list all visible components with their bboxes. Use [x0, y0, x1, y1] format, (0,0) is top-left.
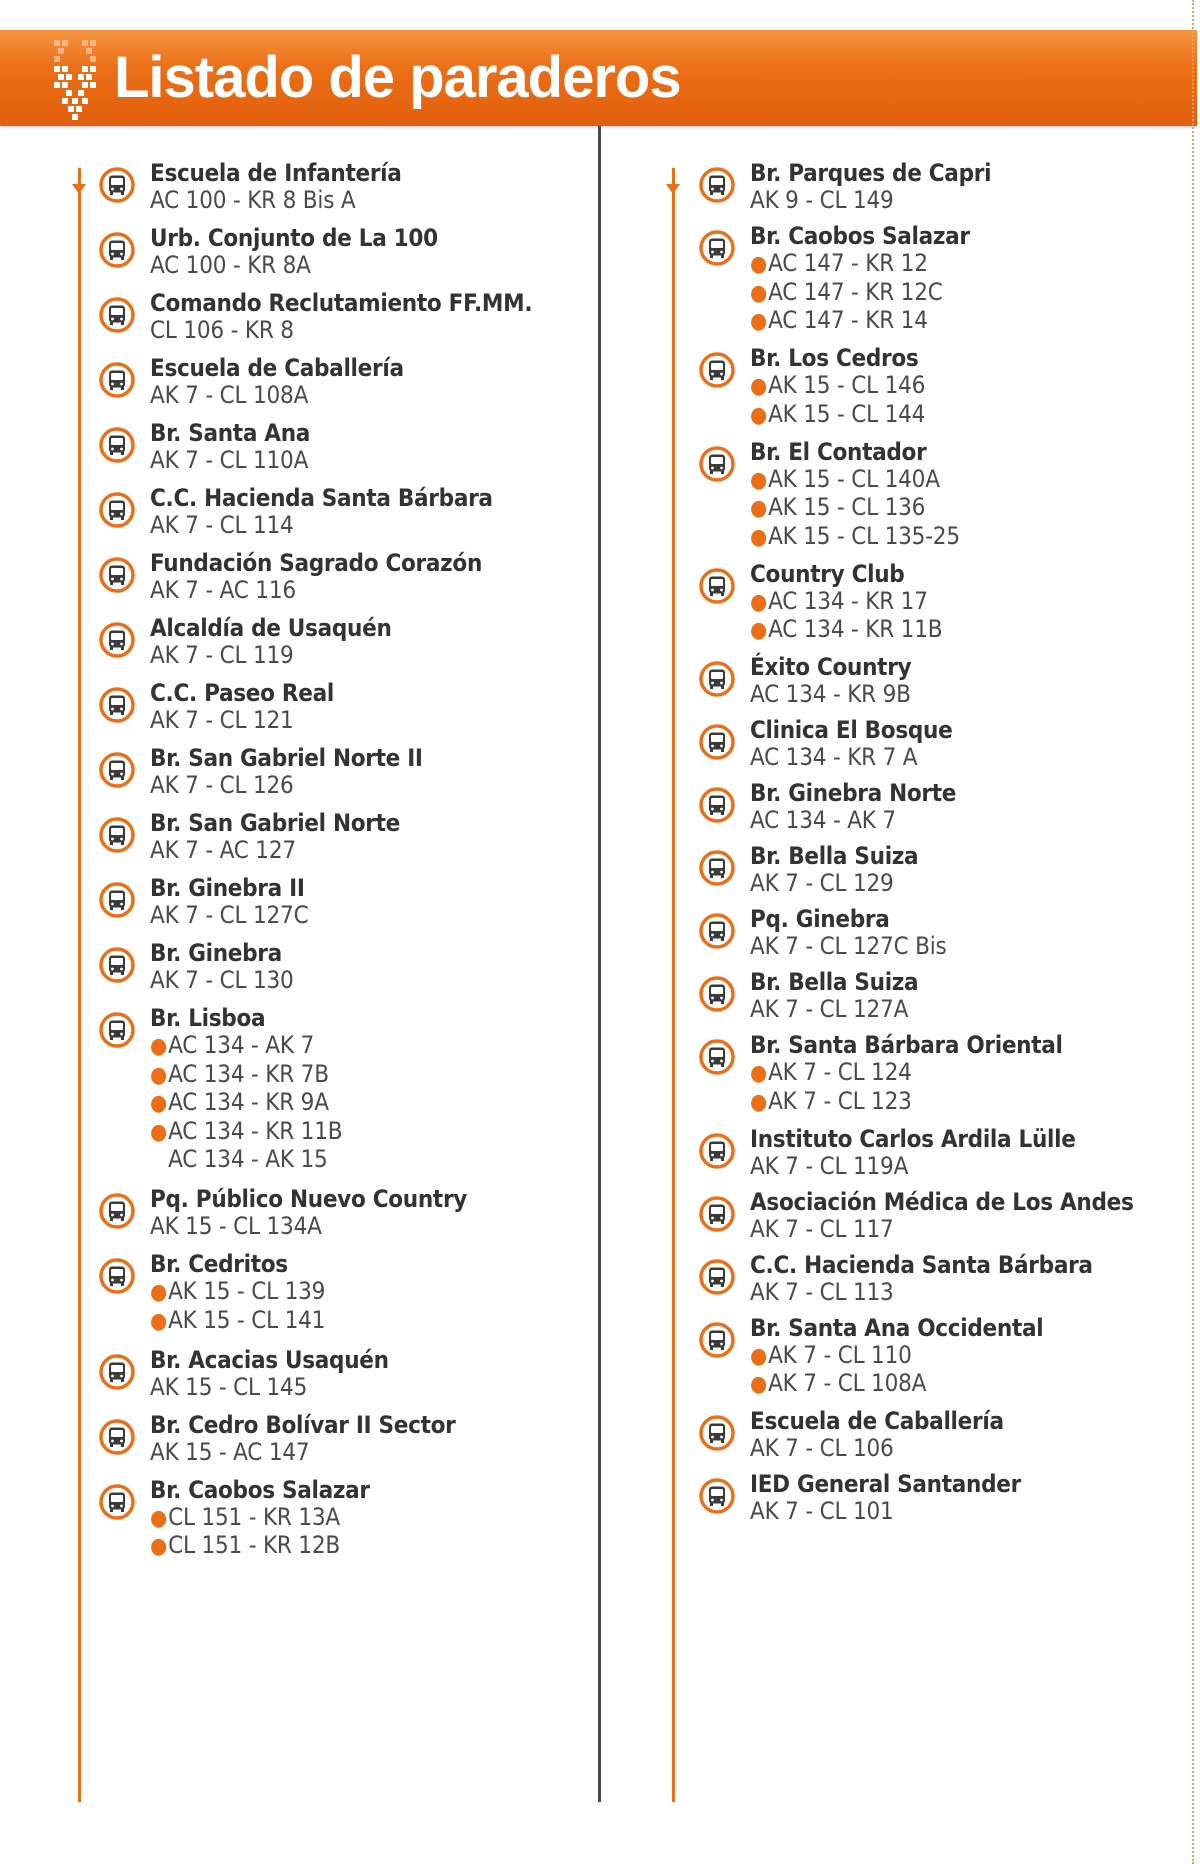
stop-address [750, 523, 1200, 552]
stop-address [750, 250, 1200, 279]
stop-address [750, 744, 1200, 771]
bus-stop-icon [98, 361, 136, 399]
address-text: AK 7 - CL 110 [768, 1340, 912, 1369]
address-text: AC 100 - KR 8 Bis A [150, 186, 356, 214]
stop-name: Clinica El Bosque [750, 716, 953, 744]
bullet-dot-icon: ● [750, 280, 768, 306]
address-text: AK 7 - CL 129 [750, 869, 894, 897]
address-text: AC 147 - KR 14 [768, 306, 928, 334]
bus-stop-icon [98, 621, 136, 659]
address-text: AC 134 - KR 17 [768, 586, 928, 615]
bus-stop-icon [698, 912, 736, 950]
address-text: AK 7 - AC 116 [150, 576, 296, 604]
stop-address [150, 1307, 632, 1336]
list-item [112, 1347, 632, 1401]
stop-name: Escuela de Caballería [150, 354, 404, 382]
stop-address [750, 681, 1200, 708]
bus-stop-icon [98, 426, 136, 464]
list-item [712, 717, 1200, 771]
list-item [112, 680, 632, 734]
bus-stop-icon [98, 816, 136, 854]
list-item [112, 940, 632, 994]
stop-address [150, 577, 632, 604]
stop-address [150, 187, 632, 214]
stop-address [150, 447, 632, 474]
bullet-dot-icon: ● [750, 252, 768, 277]
route-line-left [78, 168, 81, 1802]
stop-address [750, 1498, 1200, 1525]
list-item [112, 355, 632, 409]
stop-name: Br. Cedritos [150, 1250, 288, 1278]
bus-stop-icon [98, 556, 136, 594]
address-text: AC 147 - KR 12 [768, 249, 928, 277]
bus-stop-icon [98, 1353, 136, 1391]
stop-name: Urb. Conjunto de La 100 [150, 224, 438, 252]
bus-stop-icon [698, 567, 736, 605]
stop-address [150, 1146, 632, 1175]
list-item [112, 1005, 632, 1175]
list-item [712, 1471, 1200, 1525]
stop-name: Br. Ginebra II [150, 874, 305, 902]
stop-name: Br. Lisboa [150, 1004, 266, 1032]
bus-stop-icon [98, 946, 136, 984]
address-text: AK 7 - CL 127C Bis [750, 932, 947, 960]
bus-stop-icon [98, 1011, 136, 1049]
list-item [112, 745, 632, 799]
address-text: AC 134 - AK 7 [750, 806, 896, 834]
stop-name: Br. Parques de Capri [750, 159, 992, 187]
stop-address [750, 996, 1200, 1023]
address-text: AK 15 - CL 141 [168, 1305, 326, 1334]
stop-address [150, 1118, 632, 1147]
list-item [712, 654, 1200, 708]
stop-address [150, 1213, 632, 1240]
list-item [112, 1412, 632, 1466]
address-text: AC 100 - KR 8A [150, 251, 311, 279]
stop-address [750, 494, 1200, 523]
page-title: Listado de paraderos [114, 45, 681, 110]
stop-name: Br. Ginebra [150, 939, 282, 967]
stop-address [150, 1374, 632, 1401]
stop-address [750, 616, 1200, 645]
stop-name: Br. Cedro Bolívar II Sector [150, 1410, 456, 1439]
bullet-dot-icon: ● [750, 1343, 768, 1369]
bus-stop-icon [698, 1132, 736, 1170]
address-text: AK 9 - CL 149 [750, 186, 894, 214]
stop-address [150, 1532, 632, 1561]
stop-name: Br. Los Cedros [750, 344, 919, 372]
bullet-dot-icon: ● [150, 1034, 168, 1059]
stop-address [750, 1435, 1200, 1462]
list-item [112, 290, 632, 344]
bullet-dot-icon: ● [750, 309, 768, 334]
bus-stop-icon [98, 881, 136, 919]
address-text: AK 15 - CL 146 [768, 371, 926, 399]
list-item [112, 1477, 632, 1561]
bus-stop-icon [98, 296, 136, 334]
list-item [712, 1189, 1200, 1243]
stop-address [150, 707, 632, 734]
stop-name: Country Club [750, 559, 905, 588]
stop-address [150, 1278, 632, 1307]
address-text: AK 15 - CL 144 [768, 399, 926, 428]
bus-stop-icon [698, 975, 736, 1013]
bullet-dot-icon: ● [750, 496, 768, 521]
list-item [712, 439, 1200, 552]
stop-name: Comando Reclutamiento FF.MM. [150, 289, 533, 317]
bullet-dot-icon: ● [750, 524, 768, 550]
bus-stop-icon [98, 491, 136, 529]
stop-address [150, 382, 632, 409]
list-item [712, 1252, 1200, 1306]
bullet-dot-icon: ● [750, 1089, 768, 1115]
list-item [712, 561, 1200, 645]
address-text: AK 15 - CL 145 [150, 1372, 308, 1401]
stop-name: Br. San Gabriel Norte II [150, 744, 423, 772]
stop-address [150, 837, 632, 864]
list-item [712, 843, 1200, 897]
stop-name: C.C. Hacienda Santa Bárbara [750, 1250, 1093, 1279]
list-item [712, 969, 1200, 1023]
address-text: AK 15 - CL 134A [150, 1212, 322, 1240]
stop-name: Br. Acacias Usaquén [150, 1345, 389, 1374]
bus-stop-icon [698, 1477, 736, 1515]
bullet-dot-icon: ● [150, 1062, 168, 1088]
address-text: AK 7 - CL 108A [150, 381, 309, 409]
address-text: AK 7 - CL 121 [150, 706, 294, 734]
stop-address [750, 1216, 1200, 1243]
bus-stop-icon [98, 686, 136, 724]
bus-stop-icon [698, 229, 736, 267]
bus-stop-icon [698, 1258, 736, 1296]
stop-name: Br. Ginebra Norte [750, 779, 957, 807]
list-item [112, 875, 632, 929]
address-text: AC 134 - KR 11B [168, 1116, 343, 1145]
stop-name: Alcaldía de Usaquén [150, 614, 392, 642]
stop-address [750, 870, 1200, 897]
stop-name: Pq. Ginebra [750, 905, 890, 933]
bus-stop-icon [698, 1038, 736, 1076]
list-item [712, 1032, 1200, 1116]
bus-stop-icon [98, 1483, 136, 1521]
bus-stop-icon [698, 660, 736, 698]
stop-address [750, 466, 1200, 495]
stop-name: Br. Santa Bárbara Oriental [750, 1031, 1063, 1059]
list-item [112, 810, 632, 864]
stop-name: Br. Santa Ana Occidental [750, 1313, 1044, 1342]
list-item [712, 906, 1200, 960]
address-text: AK 7 - CL 127A [750, 995, 909, 1023]
stop-address [150, 252, 632, 279]
list-item [112, 1186, 632, 1240]
list-item [712, 223, 1200, 336]
stop-name: Br. Caobos Salazar [750, 222, 970, 250]
stop-name: Br. Caobos Salazar [150, 1475, 370, 1504]
bullet-dot-icon: ● [150, 1280, 168, 1305]
route-arrow-down-icon [666, 184, 680, 194]
list-item [712, 1126, 1200, 1180]
bullet-dot-icon: ● [750, 374, 768, 399]
stop-name: Escuela de Infantería [150, 159, 402, 187]
address-text: AK 7 - CL 101 [750, 1497, 894, 1525]
stop-address [150, 512, 632, 539]
list-item [112, 160, 632, 214]
address-text: AC 134 - KR 7 A [750, 743, 918, 771]
address-text: AK 7 - CL 124 [768, 1058, 912, 1086]
stop-address [750, 807, 1200, 834]
stop-name: Br. Bella Suiza [750, 842, 919, 870]
bus-stop-icon [98, 231, 136, 269]
bus-stop-icon [698, 1414, 736, 1452]
list-item [712, 1408, 1200, 1462]
bullet-dot-icon: ● [750, 1061, 768, 1086]
address-text: AK 15 - CL 140A [768, 464, 940, 493]
address-text: AC 134 - KR 7B [168, 1059, 329, 1088]
address-text: AC 134 - KR 9B [750, 680, 911, 708]
stop-address [150, 642, 632, 669]
address-text: AK 7 - CL 123 [768, 1086, 912, 1115]
stop-address [150, 1504, 632, 1533]
address-text: CL 106 - KR 8 [150, 316, 294, 344]
route-line-right [672, 168, 675, 1802]
bus-stop-icon [698, 723, 736, 761]
stop-address [150, 317, 632, 344]
stop-name: Br. El Contador [750, 437, 927, 466]
stop-address [750, 1153, 1200, 1180]
stop-name: Fundación Sagrado Corazón [150, 549, 483, 577]
bullet-dot-icon: ● [750, 589, 768, 615]
address-text: AK 15 - AC 147 [150, 1437, 310, 1466]
address-text: CL 151 - KR 12B [168, 1531, 341, 1559]
bullet-dot-icon: ● [150, 1505, 168, 1531]
address-text: AK 7 - CL 108A [768, 1369, 927, 1397]
address-text: AK 7 - CL 110A [150, 446, 309, 474]
stop-name: Éxito Country [750, 653, 912, 681]
address-text: AK 7 - CL 106 [750, 1434, 894, 1462]
list-item [112, 615, 632, 669]
bullet-dot-icon: ● [750, 402, 768, 428]
bullet-dot-icon: ● [150, 1119, 168, 1145]
stop-address [150, 1061, 632, 1090]
list-item [112, 420, 632, 474]
stop-address [750, 187, 1200, 214]
stop-list-left [112, 160, 632, 1572]
stop-address [750, 1370, 1200, 1399]
stop-name: Br. San Gabriel Norte [150, 809, 400, 837]
stop-name: IED General Santander [750, 1470, 1021, 1498]
stop-name: Pq. Público Nuevo Country [150, 1185, 468, 1213]
bullet-dot-icon: ● [150, 1308, 168, 1334]
stop-name: Instituto Carlos Ardila Lülle [750, 1124, 1076, 1153]
bus-stop-icon [98, 1257, 136, 1295]
bus-stop-icon [698, 166, 736, 204]
stop-address [150, 772, 632, 799]
list-item [712, 345, 1200, 429]
address-text: AK 7 - CL 117 [750, 1214, 894, 1243]
stop-address [150, 902, 632, 929]
list-item [712, 780, 1200, 834]
address-text: AK 15 - CL 135-25 [768, 521, 960, 550]
header-banner [0, 30, 1197, 126]
stop-address [750, 1342, 1200, 1371]
list-item [712, 160, 1200, 214]
stop-address [750, 1279, 1200, 1306]
bus-stop-icon [698, 1195, 736, 1233]
bullet-dot-icon: ● [750, 1372, 768, 1397]
stop-address [750, 933, 1200, 960]
address-text: AK 15 - CL 136 [768, 493, 926, 521]
bus-stop-icon [698, 1321, 736, 1359]
list-item [112, 225, 632, 279]
stop-address [150, 1032, 632, 1061]
stop-name: C.C. Paseo Real [150, 679, 334, 707]
address-text: AK 7 - AC 127 [150, 836, 296, 864]
stop-name: Br. Santa Ana [150, 419, 311, 447]
stop-address [150, 1089, 632, 1118]
bus-stop-icon [98, 1192, 136, 1230]
list-item [112, 485, 632, 539]
address-text: AK 7 - CL 119 [150, 641, 294, 669]
stop-name: C.C. Hacienda Santa Bárbara [150, 484, 493, 512]
address-text: CL 151 - KR 13A [168, 1502, 340, 1531]
bullet-dot-icon: ● [750, 618, 768, 643]
stop-list-right [712, 160, 1200, 1534]
bus-stop-icon [698, 445, 736, 483]
address-text: AK 15 - CL 139 [168, 1277, 326, 1305]
list-item [712, 1315, 1200, 1399]
stop-address [750, 1059, 1200, 1088]
bus-stop-icon [98, 751, 136, 789]
address-text: AK 7 - CL 126 [150, 771, 294, 799]
bus-stop-icon [698, 351, 736, 389]
address-text: AK 7 - CL 119A [750, 1151, 909, 1180]
address-text: AC 134 - AK 7 [168, 1031, 314, 1059]
bus-stop-icon [98, 166, 136, 204]
route-arrow-down-icon [72, 184, 86, 194]
list-item [112, 550, 632, 604]
list-item [112, 1251, 632, 1335]
bullet-dot-icon: ● [750, 467, 768, 493]
address-text: AC 134 - KR 11B [768, 615, 943, 643]
address-text: AK 7 - CL 127C [150, 901, 309, 929]
address-text: AC 134 - KR 9A [168, 1088, 329, 1116]
stop-name: Escuela de Caballería [750, 1407, 1004, 1435]
address-text: AC 147 - KR 12C [768, 277, 943, 306]
address-text: AK 7 - CL 113 [750, 1277, 894, 1306]
stop-address [150, 1439, 632, 1466]
address-text: AK 7 - CL 114 [150, 511, 294, 539]
stop-address [750, 401, 1200, 430]
stop-address [150, 967, 632, 994]
chevron-dots-logo-icon [52, 36, 98, 120]
bullet-dot-icon: ● [150, 1091, 168, 1116]
stop-address [750, 372, 1200, 401]
bus-stop-icon [698, 849, 736, 887]
stop-address [750, 279, 1200, 308]
address-text: AC 134 - AK 15 [168, 1145, 328, 1173]
stop-address [750, 1088, 1200, 1117]
stop-address [750, 588, 1200, 617]
stop-name: Br. Bella Suiza [750, 968, 919, 996]
bus-stop-icon [698, 786, 736, 824]
stop-address [750, 307, 1200, 336]
address-text: AK 7 - CL 130 [150, 966, 294, 994]
stop-name: Asociación Médica de Los Andes [750, 1187, 1134, 1216]
bullet-dot-icon: ● [150, 1534, 168, 1559]
bus-stop-icon [98, 1418, 136, 1456]
